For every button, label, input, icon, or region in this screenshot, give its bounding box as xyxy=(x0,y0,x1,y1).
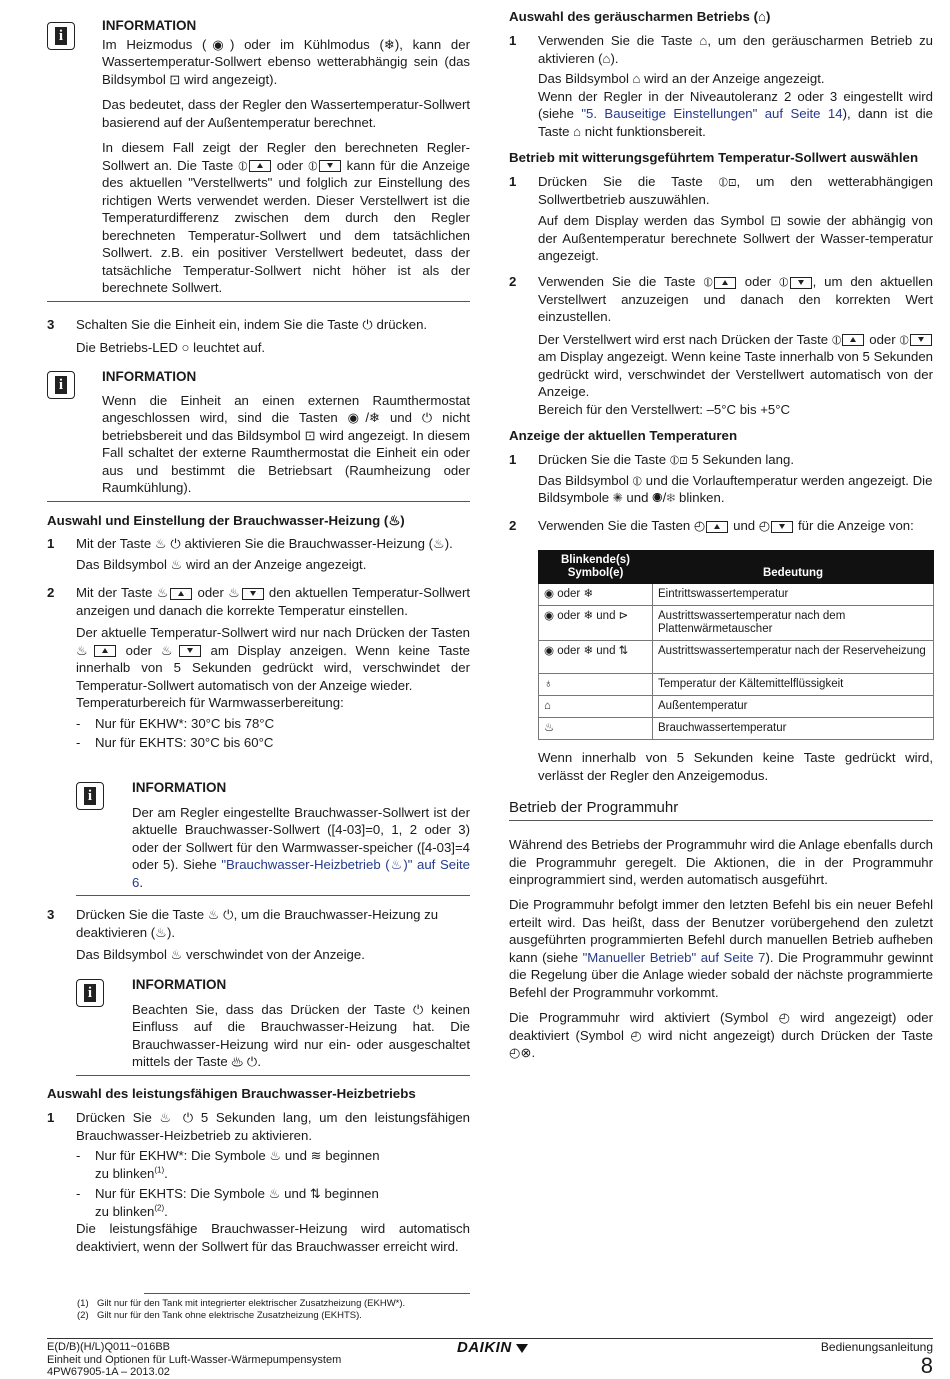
down-key-icon xyxy=(771,521,793,533)
section-heading: Auswahl und Einstellung der Brauchwasser-Heizung (♨) xyxy=(47,513,405,528)
dhw-step-2: 2 Mit der Taste ♨ oder ♨ den aktuellen Temperatur-Sollwert anzeigen und danach die korrekte Temperatur einstellen. Der aktuelle Temperatur-Sollwert wird nur nach Drücken der Tasten ♨ oder ♨ am Display anzeigen. Wenn keine Taste innerhalb von 5 Sekunden gedrückt wird, verschwindet der Temperatur-Sollwert automatisch von der Anzeige wieder. Temperaturbereich für Warmwasserbereitung: - Nur für EKHW*: 30°C bis 78°C - Nur für EKHTS: 30°C bis 60°C xyxy=(47,585,470,750)
footnote: (1) Gilt nur für den Tank mit integrierter elektrischer Zusatzheizung (EKHW*). xyxy=(77,1298,406,1309)
table-header: Blinkende(s) Symbol(e) xyxy=(539,551,653,584)
daikin-logo: DAIKIN xyxy=(457,1339,528,1357)
table-row: ♨ Brauchwassertemperatur xyxy=(539,718,934,740)
up-key-icon xyxy=(706,521,728,533)
table-header: Bedeutung xyxy=(653,551,934,584)
info-box-on-off: i INFORMATION Beachten Sie, dass das Drücken der Taste ⏻ keinen Einfluss auf die Brauchwasser-Heizung hat. Die Brauchwasser-Heizung wird nur ein- oder ausgeschaltet mittels der Taste ♨ ⏻. xyxy=(76,976,470,1076)
down-key-icon xyxy=(179,645,201,657)
page-number: 8 xyxy=(920,1353,933,1378)
info-text: Im Heizmodus (◉) oder im Kühlmodus (❄), kann der Wassertemperatur-Sollwert ebenso wetterabhängig sein (das Bildsymbol ⊡ wird angezeigt). xyxy=(102,36,470,87)
footer-left: E(D/B)(H/L)Q011~016BB Einheit und Optionen für Luft-Wasser-Wärmepumpensystem 4PW67905-1A – 2013.02 xyxy=(47,1341,342,1378)
divider xyxy=(76,1075,470,1076)
info-text: Das bedeutet, dass der Regler den Wassertemperatur-Sollwert basierend auf der Außentemperatur berechnet. xyxy=(102,97,470,130)
quiet-step-1: 1 Verwenden Sie die Taste ⌂, um den geräuscharmen Betrieb zu aktivieren (⌂). Das Bildsymbol ⌂ wird an der Anzeige angezeigt. Wenn der Regler in der Niveautoleranz 2 oder 3 eingestellt wird (siehe "5. Bauseitige Einstellungen" auf Seite 14), dann ist die Taste ⌂ nicht funktionsbereit. xyxy=(509,33,934,139)
page-link[interactable]: "Brauchwasser-Heizbetrieb (♨)" auf Seite 6 xyxy=(132,857,470,890)
paragraph: Die Programmuhr befolgt immer den letzten Befehl bis ein neuer Befehl erteilt wird. Das heißt, dass der Benutzer vorübergehend den zuletzt ausgeführten programmierten Befehl durch manuellen Betrieb aufheben kann (siehe "Manueller Betrieb" auf Seite 7). Die Programmuhr gewinnt die Regelung über die Anlage wieder sobald der nächste programmierte Befehl der Programmuhr vorkommt. xyxy=(509,897,933,1000)
paragraph: Wenn innerhalb von 5 Sekunden keine Taste gedrückt wird, verlässt der Regler den Anzeigemodus. xyxy=(538,750,933,783)
table-row: ◉ oder ❄ und ⇅ Austrittswassertemperatur nach der Reserveheizung xyxy=(539,641,934,674)
section-title-block xyxy=(509,799,933,821)
divider xyxy=(47,501,470,502)
information-icon: i xyxy=(76,782,104,810)
up-key-icon xyxy=(94,645,116,657)
table-row: ◉ oder ❄ und ⊳ Austrittswassertemperatur nach dem Plattenwärmetauscher xyxy=(539,606,934,641)
information-icon: i xyxy=(76,979,104,1007)
footnote-divider xyxy=(144,1293,470,1294)
section-title: Betrieb der Programmuhr xyxy=(509,799,679,816)
dhw-step-1: 1 Mit der Taste ♨ ⏻ aktivieren Sie die Brauchwasser-Heizung (♨). Das Bildsymbol ♨ wird an der Anzeige angezeigt. xyxy=(47,536,453,572)
powerful-step-1: 1 Drücken Sie ♨ ⏻ 5 Sekunden lang, um den leistungsfähigen Brauchwasser-Heizbetrieb zu aktivieren. - Nur für EKHW*: Die Symbole ♨ und ≋ beginnen zu blinken$^{(1)}$. - Nur für EKHTS: Die Symbole ♨ und ⇅ beginnen zu blinken$^{(2)}$. Die leistungsfähige Brauchwasser-Heizung wird automatisch deaktiviert, wenn der Sollwert für das Brauchwasser erreicht wird. xyxy=(47,1110,470,1254)
section-heading: Betrieb mit witterungsgeführtem Temperatur-Sollwert auswählen xyxy=(509,150,919,165)
divider xyxy=(509,820,933,821)
info-box-weather xyxy=(47,17,470,302)
down-key-icon xyxy=(790,277,812,289)
section-heading: Auswahl des leistungsfähigen Brauchwasser-Heizbetriebs xyxy=(47,1086,416,1101)
footnote: (2) Gilt nur für den Tank ohne elektrische Zusatzheizung (EKHTS). xyxy=(77,1310,362,1321)
logo-mark-icon xyxy=(516,1344,528,1353)
section-heading: Anzeige der aktuellen Temperaturen xyxy=(509,428,738,443)
dhw-step-3: 3 Drücken Sie die Taste ♨ ⏻, um die Brauchwasser-Heizung zu deaktivieren (♨). Das Bildsymbol ♨ verschwindet von der Anzeige. xyxy=(47,907,439,962)
up-key-icon xyxy=(170,588,192,600)
table-row: ⌂ Außentemperatur xyxy=(539,696,934,718)
page-link[interactable]: "5. Bauseitige Einstellungen" auf Seite 14 xyxy=(581,106,843,121)
up-key-icon xyxy=(842,334,864,346)
temps-step-2: 2 Verwenden Sie die Tasten ◴ und ◴ für die Anzeige von: xyxy=(509,518,914,533)
section-heading: Auswahl des geräuscharmen Betriebs (⌂) xyxy=(509,9,771,24)
down-key-icon xyxy=(242,588,264,600)
footer-right: Bedienungsanleitung 8 xyxy=(820,1340,933,1378)
table-row: ◉ oder ❄ Eintrittswassertemperatur xyxy=(539,584,934,606)
info-title: INFORMATION xyxy=(102,18,197,33)
up-key-icon xyxy=(714,277,736,289)
divider xyxy=(76,895,470,896)
paragraph: Während des Betriebs der Programmuhr wird die Anlage ebenfalls durch die Programmuhr geregelt. Die Aktionen, die in der Programmuhr einprogrammiert sind, werden automatisch ausgeführt. xyxy=(509,837,933,887)
temps-step-1: 1 Drücken Sie die Taste ⦶⊡ 5 Sekunden lang. Das Bildsymbol ⦶ und die Vorlauftemperatur werden angezeigt. Die Bildsymbole ✺ und ◉/❄ blinken. xyxy=(509,452,933,505)
up-key-icon xyxy=(249,160,271,172)
information-icon: i xyxy=(47,371,75,399)
temperature-display-table xyxy=(538,550,934,740)
weather-step-1: 1 Drücken Sie die Taste ⦶⊡, um den wetterabhängigen Sollwertbetrieb auszuwählen. Auf dem Display werden das Symbol ⊡ sowie der abhängig von der Außentemperatur berechnete Sollwert der Wasser-temperatur angezeigt. xyxy=(509,174,933,263)
divider xyxy=(47,301,470,302)
table-row: ♁ Temperatur der Kältemittelflüssigkeit xyxy=(539,674,934,696)
paragraph: Die Programmuhr wird aktiviert (Symbol ◴ wird angezeigt) oder deaktiviert (Symbol ◴ wird nicht angezeigt) durch Drücken der Taste ◴⊗. xyxy=(509,1010,933,1060)
down-key-icon xyxy=(910,334,932,346)
step-3: 3 Schalten Sie die Einheit ein, indem Sie die Taste ⏻ drücken. Die Betriebs-LED ○ leuchtet auf. xyxy=(47,317,428,355)
info-text: In diesem Fall zeigt der Regler den berechneten Regler-Sollwert an. Die Taste ⦶ oder ⦶ kann für die Anzeige des aktuellen "Verstellwerts" und folglich zur Einstellung des richtigen Werts verwendet werden. Dieser Verstellwert ist die Temperaturdifferenz zwischen dem durch den Regler berechneten Temperatur-Sollwert und dem tatsächlichen Sollwert. z.B. ein positiver Verstellwert bedeutet, dass der tatsächliche Temperatur-Sollwert nicht höher ist als der berechnete Sollwert. xyxy=(102,140,471,295)
info-box-dhw-setpoint: i INFORMATION Der am Regler eingestellte Brauchwasser-Sollwert ist der aktuelle Brauchwasser-Sollwert ([4-03]=0, 1, 2 oder 3) oder der Sollwert für den Warmwasser-speicher ([4-03]=4 oder 5). Siehe "Brauchwasser-Heizbetrieb (♨)" auf Seite 6. xyxy=(76,779,470,896)
information-icon: i xyxy=(47,22,75,50)
weather-step-2: 2 Verwenden Sie die Taste ⦶ oder ⦶ , um den aktuellen Verstellwert anzuzeigen und danach den korrekten Wert einzustellen. Der Verstellwert wird erst nach Drücken der Taste ⦶ oder ⦶ am Display angezeigt. Wenn keine Taste innerhalb von 5 Sekunden gedrückt wird, verschwindet der Verstellwert automatisch von der Anzeige. Bereich für den Verstellwert: –5°C bis +5°C xyxy=(509,274,933,417)
down-key-icon xyxy=(319,160,341,172)
info-box-thermostat: i INFORMATION Wenn die Einheit an einen externen Raumthermostat angeschlossen wird, sind die Tasten ◉/❄ und ⏻ nicht betriebsbereit und das Bildsymbol ⊡ wird angezeigt. In diesem Fall schaltet der externe Raumthermostat die Einheit ein oder aus und bestimmt die Betriebsart (Raumheizung oder Raumkühlung). xyxy=(47,368,470,502)
page-link[interactable]: "Manueller Betrieb" auf Seite 7 xyxy=(582,949,766,965)
